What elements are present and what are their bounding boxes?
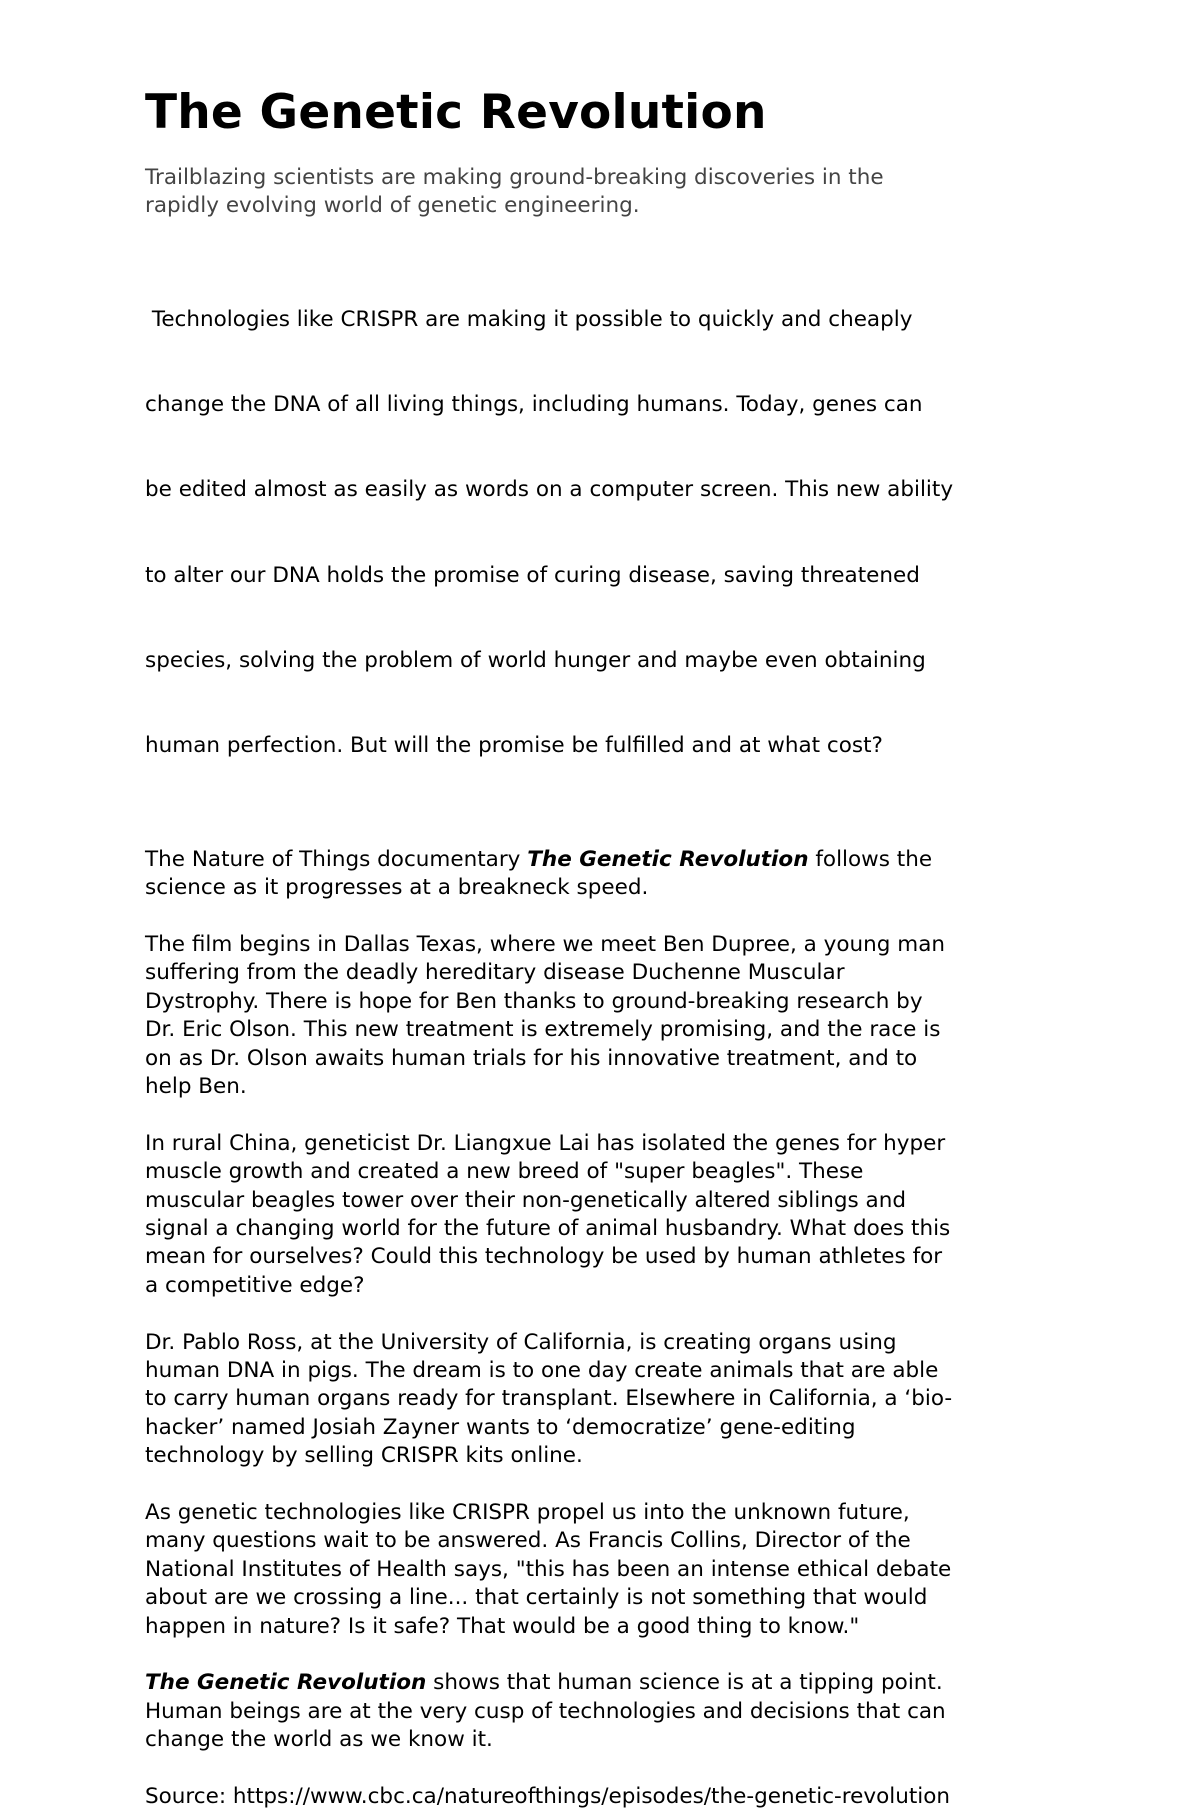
text-line: technology by selling CRISPR kits online. — [145, 1443, 583, 1469]
china-paragraph — [145, 1130, 1075, 1300]
text-line: Dr. Pablo Ross, at the University of California, is creating organs using — [145, 1329, 897, 1355]
text-line: about are we crossing a line... that certainly is not something that would — [145, 1585, 928, 1611]
text-line: to carry human organs ready for transplant. Elsewhere in California, a ‘bio- — [145, 1386, 953, 1412]
text-line: The film begins in Dallas Texas, where we meet Ben Dupree, a young man — [145, 931, 945, 957]
text-line: human DNA in pigs. The dream is to one day create animals that are able — [145, 1357, 939, 1383]
text-line: muscle growth and created a new breed of "super beagles". These — [145, 1159, 864, 1185]
text-line: muscular beagles tower over their non-genetically altered siblings and — [145, 1187, 906, 1213]
text-line: National Institutes of Health says, "this has been an intense ethical debate — [145, 1556, 952, 1582]
text-line — [145, 846, 1075, 874]
text-line: change the world as we know it. — [145, 1727, 493, 1753]
source-citation — [145, 1783, 1075, 1811]
text-line: to alter our DNA holds the promise of curing disease, saving threatened — [145, 562, 920, 588]
text-line: mean for ourselves? Could this technology be used by human athletes for — [145, 1244, 943, 1270]
text-line: science as it progresses at a breakneck speed. — [145, 875, 649, 901]
film-title-emphasis: The Genetic Revolution — [145, 1670, 427, 1696]
text-line: be edited almost as easily as words on a computer screen. This new ability — [145, 477, 954, 503]
text-line: many questions wait to be answered. As Francis Collins, Director of the — [145, 1528, 911, 1554]
film-title-emphasis: The Genetic Revolution — [527, 846, 809, 872]
conclusion-paragraph — [145, 1669, 1075, 1754]
text-line: Dr. Eric Olson. This new treatment is extremely promising, and the race is — [145, 1017, 941, 1043]
text-run: shows that human science is at a tipping point. — [426, 1670, 943, 1696]
text-line: a competitive edge? — [145, 1272, 365, 1298]
text-run: follows the — [808, 846, 933, 872]
subtitle-paragraph — [145, 164, 1075, 221]
text-line: change the DNA of all living things, including humans. Today, genes can — [145, 392, 923, 418]
text-line: Dystrophy. There is hope for Ben thanks to ground-breaking research by — [145, 988, 923, 1014]
documentary-paragraph — [145, 846, 1075, 903]
text-line: hacker’ named Josiah Zayner wants to ‘democratize’ gene-editing — [145, 1414, 856, 1440]
text-line: In rural China, geneticist Dr. Liangxue Lai has isolated the genes for hyper — [145, 1130, 946, 1156]
text-line: Trailblazing scientists are making ground-breaking discoveries in the — [145, 165, 884, 190]
text-line: Technologies like CRISPR are making it possible to quickly and cheaply — [145, 307, 913, 333]
california-paragraph — [145, 1329, 1075, 1471]
text-line: human perfection. But will the promise be fulfilled and at what cost? — [145, 733, 883, 759]
text-run: The Nature of Things documentary — [145, 846, 528, 872]
document-body — [145, 164, 1075, 1811]
collins-paragraph — [145, 1499, 1075, 1641]
text-line: signal a changing world for the future of animal husbandry. What does this — [145, 1215, 951, 1241]
text-line: Human beings are at the very cusp of technologies and decisions that can — [145, 1698, 946, 1724]
text-line: rapidly evolving world of genetic engineering. — [145, 193, 640, 219]
text-line: As genetic technologies like CRISPR propel us into the unknown future, — [145, 1500, 910, 1525]
dallas-paragraph — [145, 931, 1075, 1101]
text-line: happen in nature? Is it safe? That would be a good thing to know." — [145, 1613, 860, 1639]
text-line — [145, 1669, 1075, 1697]
text-line: species, solving the problem of world hunger and maybe even obtaining — [145, 647, 926, 673]
text-line: suffering from the deadly hereditary disease Duchenne Muscular — [145, 960, 845, 986]
text-line: help Ben. — [145, 1073, 247, 1099]
intro-paragraph — [145, 249, 1075, 817]
document-title: The Genetic Revolution — [145, 85, 767, 140]
text-line: on as Dr. Olson awaits human trials for his innovative treatment, and to — [145, 1045, 918, 1071]
source-line: Source: https://www.cbc.ca/natureofthings/episodes/the-genetic-revolution — [145, 1784, 951, 1810]
